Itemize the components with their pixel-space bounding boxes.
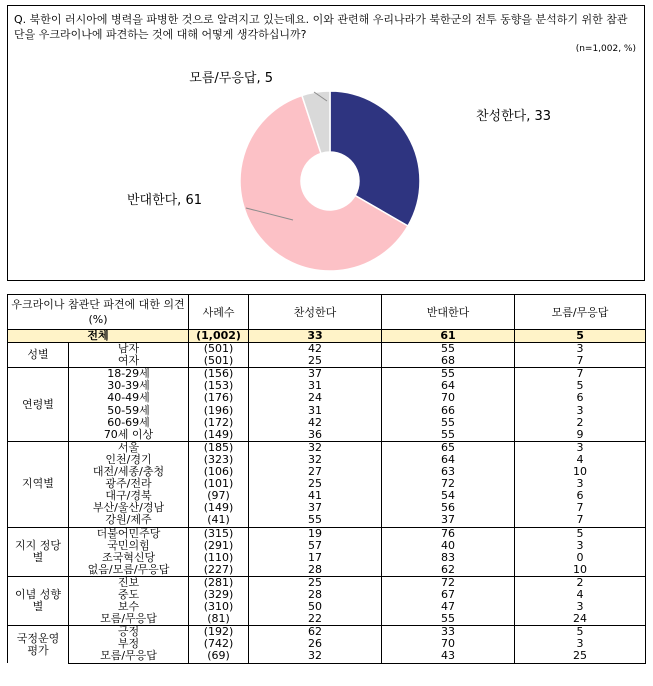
table-row [8,564,646,577]
slice-label-0: 찬성한다, 33 [476,109,552,124]
row-n: (501) [189,355,249,368]
row-value: 7 [515,502,646,514]
row-value: 47 [382,601,515,613]
row-value: 2 [515,576,646,589]
row-label: 강원/제주 [69,514,189,527]
row-value: 26 [249,638,382,650]
donut-slice-0 [330,91,420,226]
row-label: 모름/무응답 [69,613,189,626]
row-label: 18-29세 [69,368,189,381]
row-n: (81) [189,613,249,626]
row-label: 남자 [69,343,189,356]
row-n: (172) [189,417,249,429]
row-value: 3 [515,478,646,490]
row-n: (192) [189,626,249,639]
row-label: 조국혁신당 [69,552,189,564]
question-text: Q. 북한이 러시아에 병력을 파병한 것으로 알려지고 있는데요. 이와 관련해 우리나라가 북한군의 전투 동향을 분석하기 위한 참관단을 우크라이나에 파견하는 것에 대해 어떻게 생각하십니까? [14,13,628,41]
row-value: 3 [515,540,646,552]
row-n: (156) [189,368,249,381]
row-value: 56 [382,502,515,514]
row-n: (315) [189,527,249,540]
total-label: 전체 [8,330,189,343]
row-value: 5 [515,626,646,639]
row-n: (329) [189,589,249,601]
row-value: 64 [382,380,515,392]
row-value: 66 [382,405,515,417]
row-label: 인천/경기 [69,454,189,466]
row-n: (185) [189,441,249,454]
table-row [8,368,646,381]
row-value: 55 [382,429,515,442]
table-body [8,330,646,664]
table-header-row [8,295,646,330]
row-value: 7 [515,355,646,368]
row-value: 42 [249,417,382,429]
table-row [8,429,646,442]
row-n: (101) [189,478,249,490]
row-n: (97) [189,490,249,502]
table-row [8,478,646,490]
row-value: 25 [249,576,382,589]
row-value: 25 [249,478,382,490]
total-value: 5 [515,330,646,343]
row-value: 3 [515,601,646,613]
group-label: 이념 성향별 [8,576,69,625]
row-value: 25 [515,650,646,663]
row-value: 3 [515,405,646,417]
row-value: 62 [382,564,515,577]
table-row [8,355,646,368]
results-table [7,294,646,664]
total-value: 33 [249,330,382,343]
table-row [8,417,646,429]
row-value: 83 [382,552,515,564]
table-row [8,576,646,589]
row-label: 광주/전라 [69,478,189,490]
row-value: 64 [382,454,515,466]
row-label: 40-49세 [69,392,189,404]
row-n: (501) [189,343,249,356]
row-value: 62 [249,626,382,639]
row-label: 진보 [69,576,189,589]
row-value: 40 [382,540,515,552]
row-value: 42 [249,343,382,356]
row-value: 24 [249,392,382,404]
table-row [8,502,646,514]
row-value: 32 [249,441,382,454]
total-value: 61 [382,330,515,343]
row-n: (227) [189,564,249,577]
row-value: 10 [515,564,646,577]
row-value: 6 [515,392,646,404]
row-value: 4 [515,589,646,601]
row-label: 더불어민주당 [69,527,189,540]
table-row [8,552,646,564]
row-label: 30-39세 [69,380,189,392]
row-n: (106) [189,466,249,478]
row-label: 긍정 [69,626,189,639]
row-value: 43 [382,650,515,663]
row-label: 70세 이상 [69,429,189,442]
table-row [8,613,646,626]
table-row [8,343,646,356]
row-value: 10 [515,466,646,478]
header-topic: 우크라이나 참관단 파견에 대한 의견(%) [8,295,189,330]
row-value: 70 [382,392,515,404]
row-value: 17 [249,552,382,564]
sample-note: (n=1,002, %) [575,44,636,54]
table-row [8,466,646,478]
table-row [8,527,646,540]
row-label: 국민의힘 [69,540,189,552]
chart-panel [7,5,645,281]
row-value: 0 [515,552,646,564]
group-label: 성별 [8,343,69,368]
row-n: (153) [189,380,249,392]
row-value: 54 [382,490,515,502]
row-value: 2 [515,417,646,429]
row-label: 중도 [69,589,189,601]
row-value: 36 [249,429,382,442]
row-value: 5 [515,527,646,540]
table-row [8,626,646,639]
row-value: 57 [249,540,382,552]
row-value: 31 [249,405,382,417]
leader-line-0 [408,118,463,136]
row-value: 50 [249,601,382,613]
row-value: 7 [515,368,646,381]
header-n: 사례수 [189,295,249,330]
row-value: 28 [249,564,382,577]
row-value: 76 [382,527,515,540]
row-n: (196) [189,405,249,417]
row-value: 33 [382,626,515,639]
row-label: 60-69세 [69,417,189,429]
group-label: 지역별 [8,441,69,527]
row-value: 37 [249,502,382,514]
row-value: 5 [515,380,646,392]
row-value: 65 [382,441,515,454]
row-n: (149) [189,429,249,442]
row-value: 70 [382,638,515,650]
row-label: 모름/무응답 [69,650,189,663]
header-agree: 찬성한다 [249,295,382,330]
row-value: 55 [382,613,515,626]
row-value: 25 [249,355,382,368]
row-label: 대전/세종/충청 [69,466,189,478]
donut-chart [8,6,644,280]
row-value: 22 [249,613,382,626]
table-row [8,405,646,417]
header-disagree: 반대한다 [382,295,515,330]
row-label: 부정 [69,638,189,650]
row-n: (310) [189,601,249,613]
row-value: 3 [515,343,646,356]
row-value: 3 [515,638,646,650]
row-value: 37 [249,368,382,381]
row-n: (742) [189,638,249,650]
table-row [8,380,646,392]
table-row [8,392,646,404]
row-n: (323) [189,454,249,466]
row-n: (41) [189,514,249,527]
row-n: (110) [189,552,249,564]
row-value: 72 [382,576,515,589]
group-label: 연령별 [8,368,69,442]
row-value: 55 [382,368,515,381]
row-value: 55 [249,514,382,527]
table-row-total [8,330,646,343]
row-value: 32 [249,650,382,663]
row-value: 55 [382,343,515,356]
table-row [8,540,646,552]
row-value: 9 [515,429,646,442]
row-n: (281) [189,576,249,589]
group-label: 국정운영 평가 [8,626,69,663]
row-label: 보수 [69,601,189,613]
group-label: 지지 정당별 [8,527,69,576]
row-n: (291) [189,540,249,552]
row-label: 50-59세 [69,405,189,417]
row-label: 여자 [69,355,189,368]
row-value: 19 [249,527,382,540]
row-label: 없음/모름/무응답 [69,564,189,577]
row-n: (69) [189,650,249,663]
row-label: 부산/울산/경남 [69,502,189,514]
slice-label-1: 반대한다, 61 [126,193,202,208]
row-n: (149) [189,502,249,514]
row-n: (176) [189,392,249,404]
row-value: 6 [515,490,646,502]
header-dontknow: 모름/무응답 [515,295,646,330]
table-row [8,589,646,601]
total-n: (1,002) [189,330,249,343]
table-row [8,441,646,454]
row-value: 68 [382,355,515,368]
row-value: 31 [249,380,382,392]
row-value: 37 [382,514,515,527]
row-value: 67 [382,589,515,601]
row-label: 서울 [69,441,189,454]
row-value: 28 [249,589,382,601]
row-value: 27 [249,466,382,478]
row-value: 4 [515,454,646,466]
row-value: 63 [382,466,515,478]
row-label: 대구/경북 [69,490,189,502]
row-value: 32 [249,454,382,466]
row-value: 24 [515,613,646,626]
row-value: 55 [382,417,515,429]
row-value: 3 [515,441,646,454]
row-value: 7 [515,514,646,527]
row-value: 72 [382,478,515,490]
table-row [8,514,646,527]
row-value: 41 [249,490,382,502]
table-row [8,650,646,663]
slice-label-2: 모름/무응답, 5 [189,71,273,86]
